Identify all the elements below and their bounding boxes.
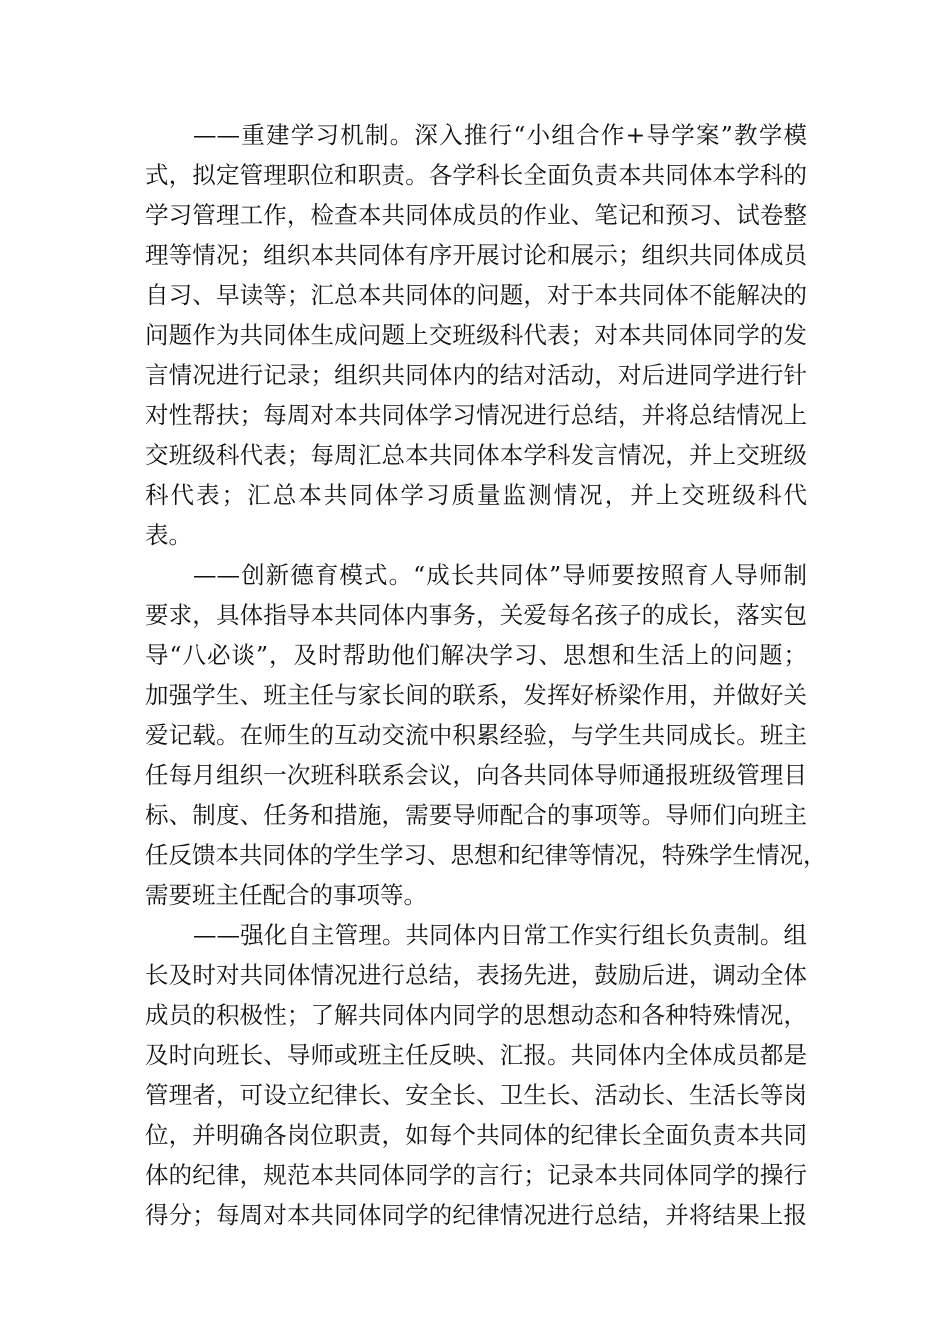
paragraph-line: 位，并明确各岗位职责，如每个共同体的纪律长全面负责本共同 [145, 1121, 807, 1149]
paragraph-line: 长及时对共同体情况进行总结，表扬先进，鼓励后进，调动全体 [145, 961, 807, 989]
paragraph-line: 自习、早读等；汇总本共同体的问题，对于本共同体不能解决的 [145, 281, 807, 309]
paragraph-line: 对性帮扶；每周对本共同体学习情况进行总结，并将总结情况上 [145, 401, 807, 429]
paragraph-line: ——强化自主管理。共同体内日常工作实行组长负责制。组 [193, 921, 807, 949]
paragraph-line: 得分；每周对本共同体同学的纪律情况进行总结，并将结果上报 [145, 1201, 807, 1229]
paragraph-line: 及时向班长、导师或班主任反映、汇报。共同体内全体成员都是 [145, 1041, 807, 1069]
paragraph-line: 管理者，可设立纪律长、安全长、卫生长、活动长、生活长等岗 [145, 1081, 807, 1109]
paragraph-line: 需要班主任配合的事项等。 [145, 881, 427, 909]
paragraph-line: ——重建学习机制。深入推行“小组合作+导学案”教学模 [193, 121, 807, 149]
paragraph-line: 式，拟定管理职位和职责。各学科长全面负责本共同体本学科的 [145, 161, 807, 189]
paragraph-line: 标、制度、任务和措施，需要导师配合的事项等。导师们向班主 [145, 801, 807, 829]
paragraph-line: 体的纪律，规范本共同体同学的言行；记录本共同体同学的操行 [145, 1161, 807, 1189]
paragraph-line: 爱记载。在师生的互动交流中积累经验，与学生共同成长。班主 [145, 721, 807, 749]
paragraph-line: 交班级科代表；每周汇总本共同体本学科发言情况，并上交班级 [145, 441, 807, 469]
paragraph-line: 任反馈本共同体的学生学习、思想和纪律等情况，特殊学生情况， [145, 841, 827, 869]
paragraph-line: 表。 [145, 521, 192, 549]
paragraph-line: 言情况进行记录；组织共同体内的结对活动，对后进同学进行针 [145, 361, 807, 389]
paragraph-line: 导“八必谈”，及时帮助他们解决学习、思想和生活上的问题； [145, 641, 807, 669]
paragraph-line: 问题作为共同体生成问题上交班级科代表；对本共同体同学的发 [145, 321, 807, 349]
paragraph-line: 成员的积极性；了解共同体内同学的思想动态和各种特殊情况， [145, 1001, 807, 1029]
paragraph-line: ——创新德育模式。“成长共同体”导师要按照育人导师制 [193, 561, 807, 589]
paragraph-line: 加强学生、班主任与家长间的联系，发挥好桥梁作用，并做好关 [145, 681, 807, 709]
paragraph-line: 任每月组织一次班科联系会议，向各共同体导师通报班级管理目 [145, 761, 807, 789]
paragraph-line: 科代表；汇总本共同体学习质量监测情况，并上交班级科代 [145, 481, 807, 509]
paragraph-line: 学习管理工作，检查本共同体成员的作业、笔记和预习、试卷整 [145, 201, 807, 229]
paragraph-line: 要求，具体指导本共同体内事务，关爱每名孩子的成长，落实包 [145, 601, 807, 629]
paragraph-line: 理等情况；组织本共同体有序开展讨论和展示；组织共同体成员 [145, 241, 807, 269]
